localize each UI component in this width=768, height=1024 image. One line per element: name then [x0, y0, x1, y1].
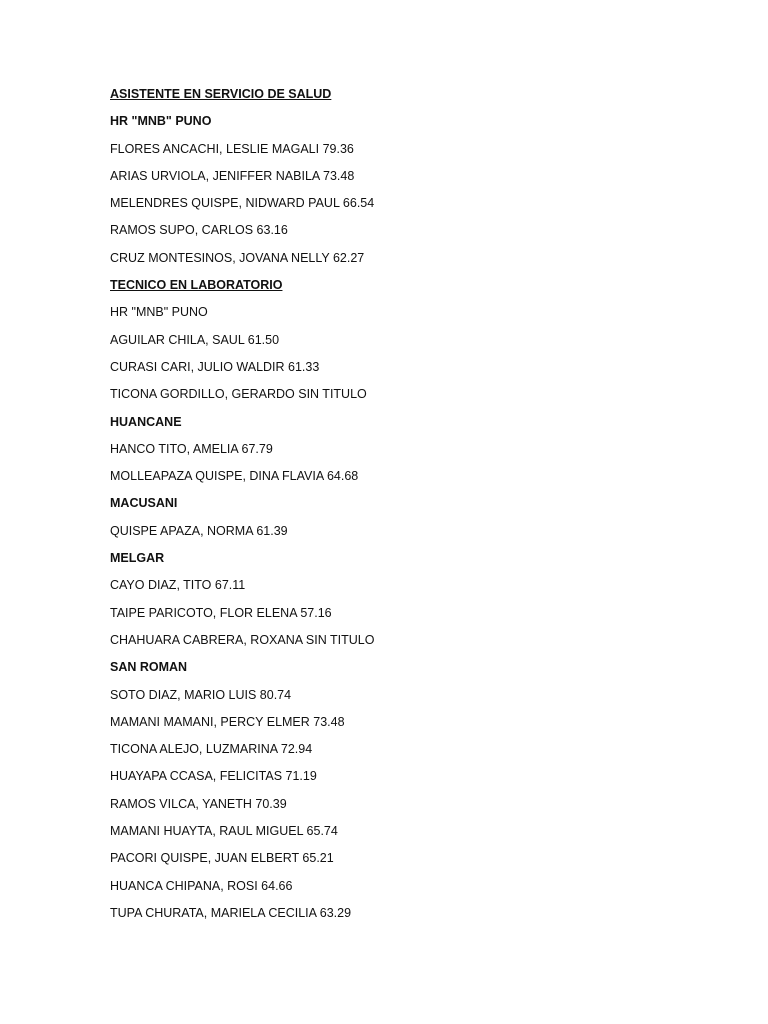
line-text: HUAYAPA CCASA, FELICITAS 71.19 — [110, 769, 317, 784]
line-text: MAMANI MAMANI, PERCY ELMER 73.48 — [110, 714, 345, 729]
line-text: CAYO DIAZ, TITO 67.11 — [110, 578, 246, 593]
candidate-entry — [110, 140, 374, 167]
candidate-entry — [110, 631, 374, 658]
line-text: CURASI CARI, JULIO WALDIR 61.33 — [110, 359, 320, 374]
line-text: CRUZ MONTESINOS, JOVANA NELLY 62.27 — [110, 250, 365, 265]
candidate-entry — [110, 740, 374, 767]
line-text: MOLLEAPAZA QUISPE, DINA FLAVIA 64.68 — [110, 469, 359, 484]
line-text: RAMOS SUPO, CARLOS 63.16 — [110, 223, 288, 238]
candidate-entry — [110, 576, 374, 603]
line-text: SOTO DIAZ, MARIO LUIS 80.74 — [110, 687, 292, 702]
candidate-entry — [110, 849, 374, 876]
candidate-entry — [110, 331, 374, 358]
line-text: HANCO TITO, AMELIA 67.79 — [110, 441, 273, 456]
candidate-entry — [110, 385, 374, 412]
candidate-entry — [110, 440, 374, 467]
candidate-entry — [110, 877, 374, 904]
candidate-entry — [110, 904, 374, 931]
line-text: HR "MNB" PUNO — [110, 305, 208, 320]
location-heading — [110, 494, 374, 521]
candidate-entry — [110, 795, 374, 822]
document-text-lines — [110, 85, 374, 931]
line-text: MELENDRES QUISPE, NIDWARD PAUL 66.54 — [110, 196, 375, 211]
section-title — [110, 276, 374, 303]
candidate-entry — [110, 522, 374, 549]
candidate-entry — [110, 822, 374, 849]
line-text: ARIAS URVIOLA, JENIFFER NABILA 73.48 — [110, 168, 355, 183]
line-text: CHAHUARA CABRERA, ROXANA SIN TITULO — [110, 632, 375, 647]
line-text: PACORI QUISPE, JUAN ELBERT 65.21 — [110, 851, 334, 866]
line-text: TAIPE PARICOTO, FLOR ELENA 57.16 — [110, 605, 332, 620]
candidate-entry — [110, 194, 374, 221]
line-text: ASISTENTE EN SERVICIO DE SALUD — [110, 87, 332, 101]
candidate-entry — [110, 713, 374, 740]
candidate-entry — [110, 167, 374, 194]
candidate-entry — [110, 303, 374, 330]
line-text: TICONA ALEJO, LUZMARINA 72.94 — [110, 742, 313, 757]
line-text: RAMOS VILCA, YANETH 70.39 — [110, 796, 287, 811]
candidate-entry — [110, 358, 374, 385]
line-text: MACUSANI — [110, 496, 178, 511]
line-text: AGUILAR CHILA, SAUL 61.50 — [110, 332, 280, 347]
line-text: TUPA CHURATA, MARIELA CECILIA 63.29 — [110, 905, 352, 920]
candidate-entry — [110, 249, 374, 276]
location-heading — [110, 413, 374, 440]
line-text: QUISPE APAZA, NORMA 61.39 — [110, 523, 288, 538]
line-text: TICONA GORDILLO, GERARDO SIN TITULO — [110, 387, 367, 402]
line-text: SAN ROMAN — [110, 660, 188, 675]
line-text: HR "MNB" PUNO — [110, 114, 212, 129]
candidate-entry — [110, 767, 374, 794]
candidate-entry — [110, 221, 374, 248]
location-heading — [110, 549, 374, 576]
section-title — [110, 85, 374, 112]
line-text: HUANCANE — [110, 414, 182, 429]
candidate-entry — [110, 467, 374, 494]
line-text: MELGAR — [110, 551, 165, 566]
candidate-entry — [110, 604, 374, 631]
candidate-entry — [110, 686, 374, 713]
line-text: MAMANI HUAYTA, RAUL MIGUEL 65.74 — [110, 824, 338, 839]
location-heading — [110, 112, 374, 139]
location-heading — [110, 658, 374, 685]
line-text: HUANCA CHIPANA, ROSI 64.66 — [110, 878, 293, 893]
line-text: FLORES ANCACHI, LESLIE MAGALI 79.36 — [110, 141, 354, 156]
line-text: TECNICO EN LABORATORIO — [110, 278, 283, 293]
